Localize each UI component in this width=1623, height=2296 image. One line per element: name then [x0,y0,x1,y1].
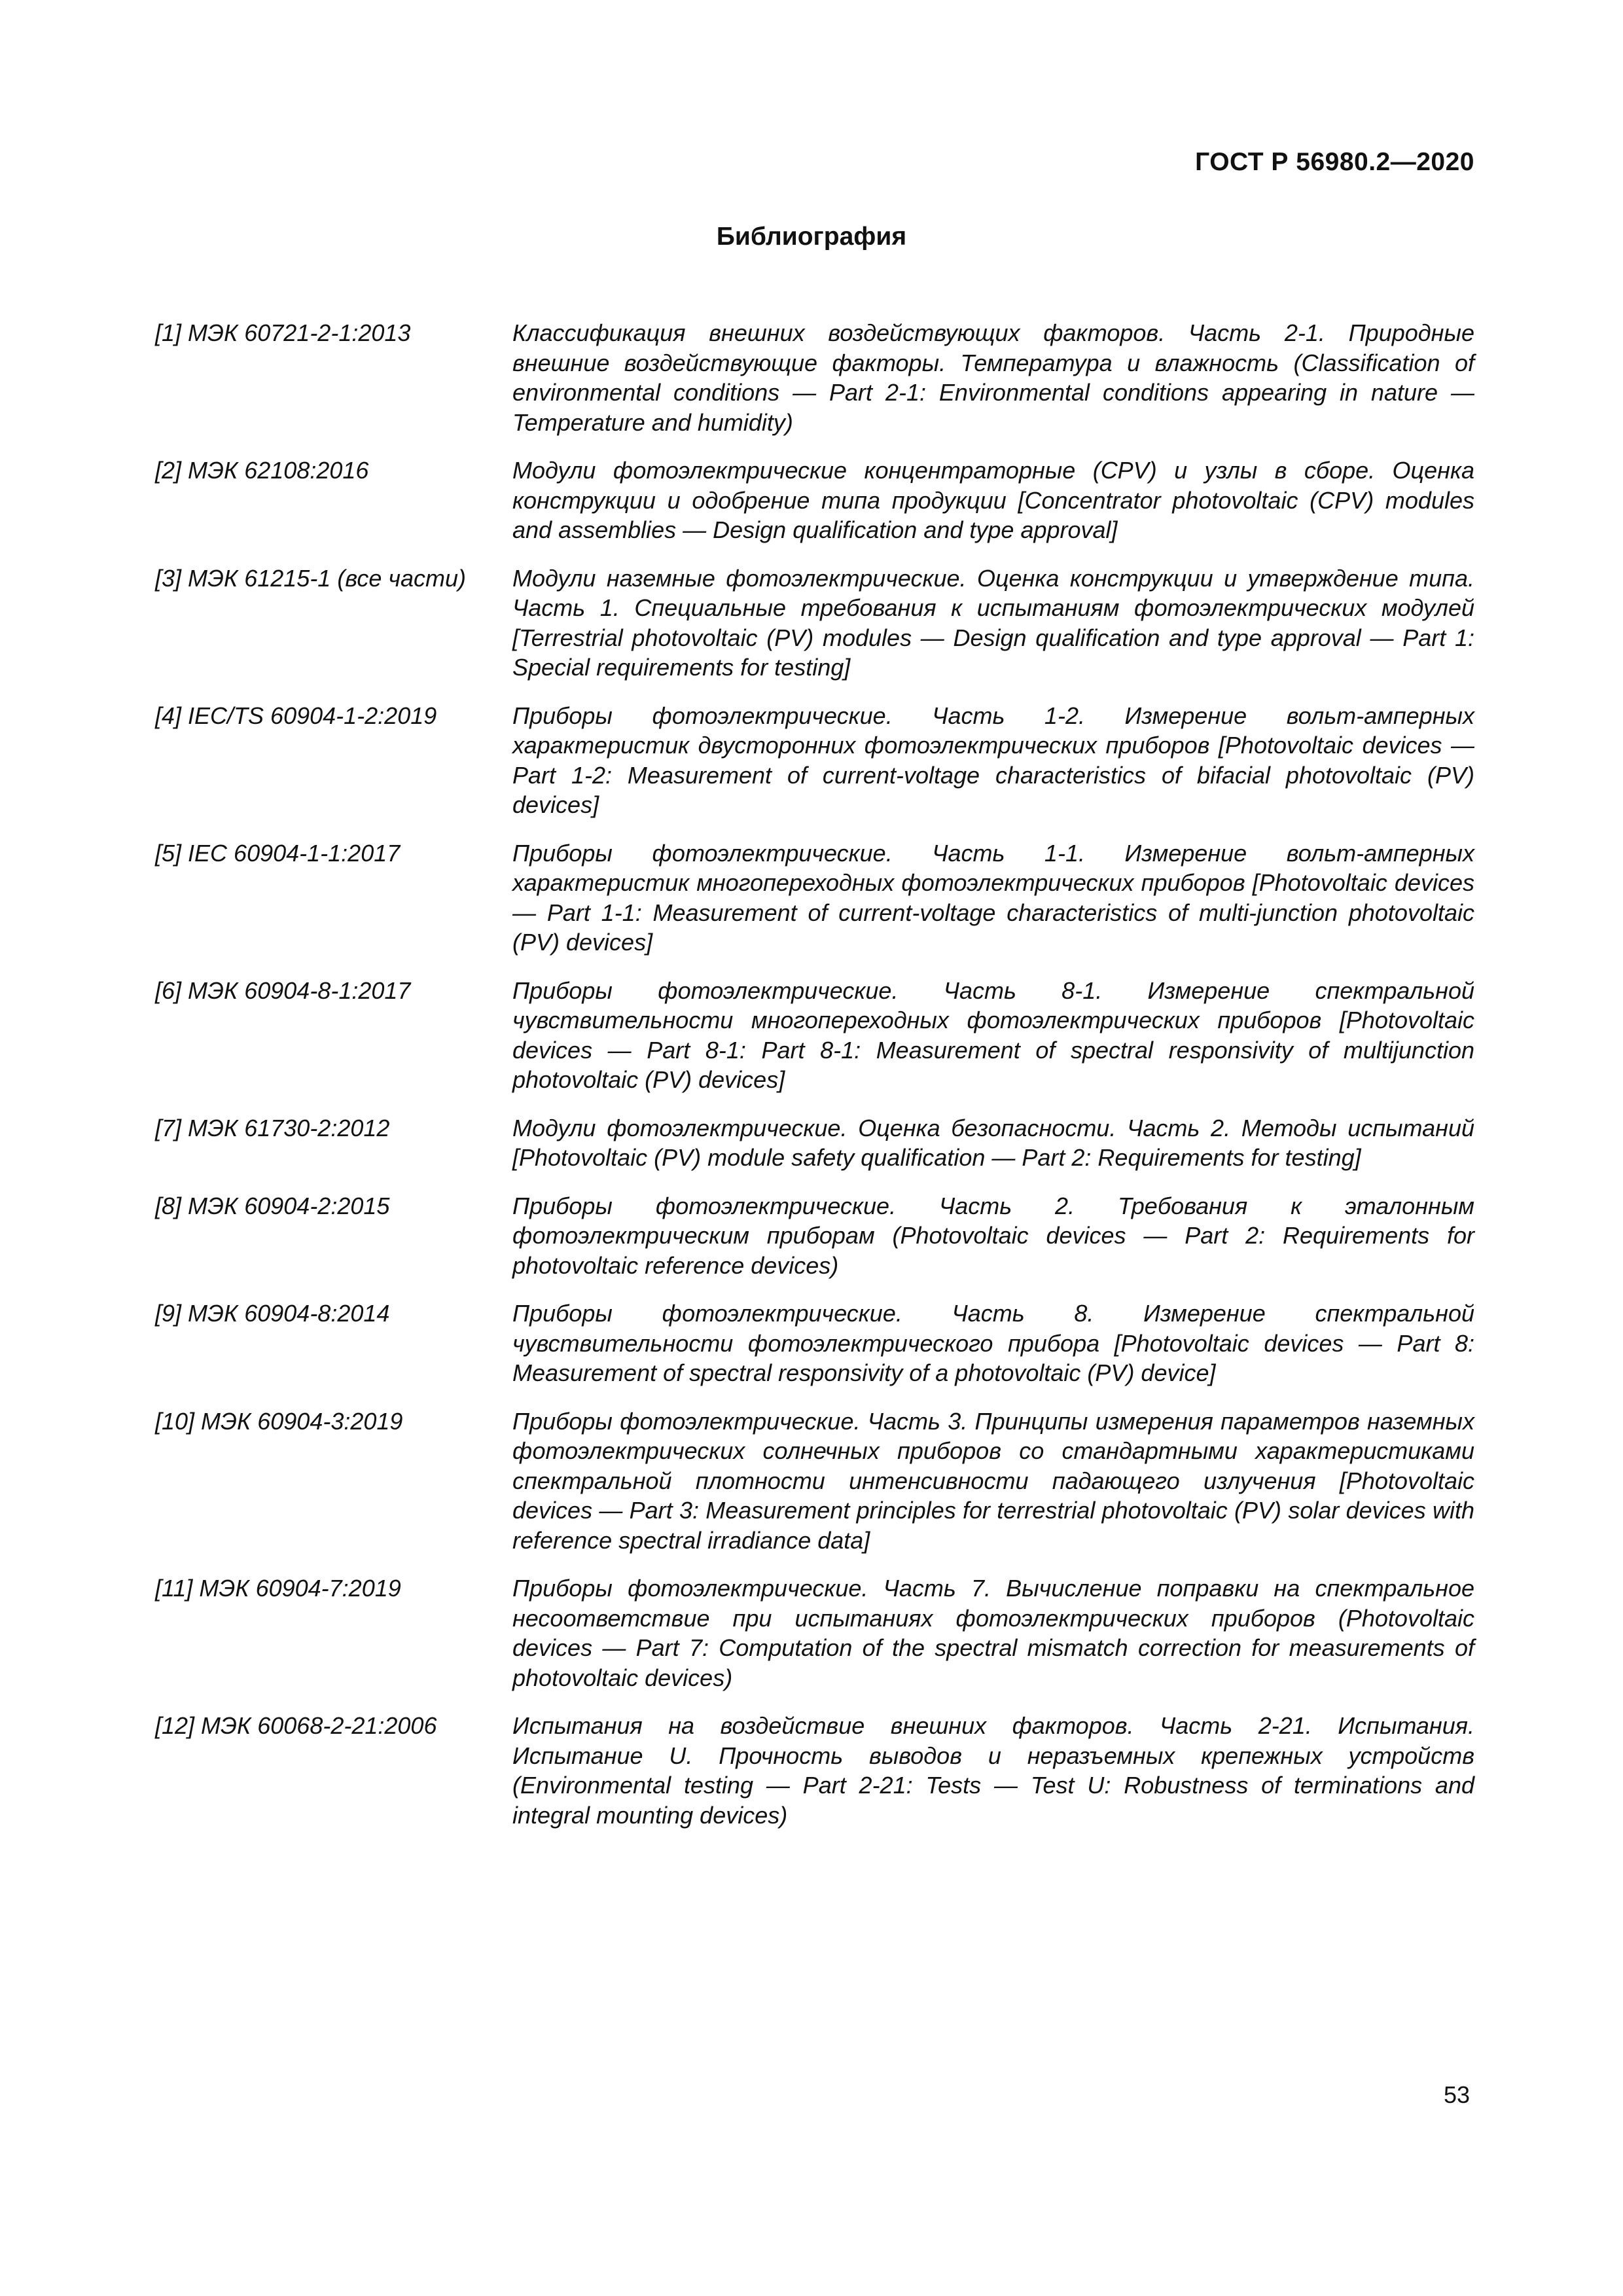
reference-description: Приборы фотоэлектрические. Часть 3. Принципы измерения параметров наземных фотоэлектрических солнечных приборов со стандартными характеристиками спектральной плотности интенсивности падающего излучения [Photovoltaic devices — Part 3: Measurement principles for terrestrial photovoltaic (PV) solar devices with reference spectral irradiance data] [512,1407,1474,1554]
reference-id: [5] IEC 60904-1-1:2017 [155,839,401,867]
reference-description: Приборы фотоэлектрические. Часть 1-1. Измерение вольт-амперных характеристик многопереходных фотоэлектрических приборов [Photovoltaic devices — Part 1-1: Measurement of current-voltage characteristics of multi-junction photovoltaic (PV) devices] [512,839,1474,956]
reference-id: [2] МЭК 62108:2016 [155,457,369,484]
bibliography-entry [155,1113,1474,1173]
reference-description: Приборы фотоэлектрические. Часть 8. Измерение спектральной чувствительности фотоэлектрического прибора [Photovoltaic devices — Part 8: Measurement of spectral responsivity of a photovoltaic (PV) device] [512,1300,1474,1386]
reference-description: Приборы фотоэлектрические. Часть 7. Вычисление поправки на спектральное несоответствие при испытаниях фотоэлектрических приборов (Photovoltaic devices — Part 7: Computation of the spectral mismatch correction for measurements of photovoltaic devices) [512,1575,1474,1691]
section-title: Библиография [716,223,907,251]
reference-id: [4] IEC/TS 60904-1-2:2019 [155,702,437,729]
reference-id: [8] МЭК 60904-2:2015 [155,1192,390,1219]
bibliography-entry [155,456,1474,545]
bibliography-entry [155,1711,1474,1830]
reference-description: Классификация внешних воздействующих факторов. Часть 2-1. Природные внешние воздействующие факторы. Температура и влажность (Classification of environmental conditions — Part 2-1: Environmental conditions appearing in nature — Temperature and humidity) [512,319,1474,436]
bibliography-entry [155,1407,1474,1556]
reference-id: [7] МЭК 61730-2:2012 [155,1114,390,1141]
reference-description: Модули фотоэлектрические концентраторные (CPV) и узлы в сборе. Оценка конструкции и одобрение типа продукции [Concentrator photovoltaic (CPV) modules and assemblies — Design qualification and type approval] [512,457,1474,543]
bibliography-list [155,318,1474,1848]
reference-description: Модули наземные фотоэлектрические. Оценка конструкции и утверждение типа. Часть 1. Специальные требования к испытаниям фотоэлектрических модулей [Terrestrial photovoltaic (PV) modules — Design qualification and type approval — Part 1: Special requirements for testing] [512,564,1474,681]
reference-description: Приборы фотоэлектрические. Часть 8-1. Измерение спектральной чувствительности многопереходных фотоэлектрических приборов [Photovoltaic devices — Part 8-1: Part 8-1: Measurement of spectral responsivity of multijunction photovoltaic (PV) devices] [512,977,1474,1093]
bibliography-entry [155,318,1474,437]
reference-id: [1] МЭК 60721-2-1:2013 [155,319,411,346]
reference-description: Испытания на воздействие внешних факторов. Часть 2-21. Испытания. Испытание U. Прочность выводов и неразъемных крепежных устройств (Environmental testing — Part 2-21: Tests — Test U: Robustness of terminations and integral mounting devices) [512,1712,1474,1829]
page-number: 53 [1443,2081,1470,2108]
reference-description: Модули фотоэлектрические. Оценка безопасности. Часть 2. Методы испытаний [Photovoltaic (PV) module safety qualification — Part 2: Requirements for testing] [512,1114,1474,1171]
reference-description: Приборы фотоэлектрические. Часть 2. Требования к эталонным фотоэлектрическим приборам (Photovoltaic devices — Part 2: Requirements for photovoltaic reference devices) [512,1192,1474,1279]
bibliography-entry [155,1573,1474,1693]
reference-id: [12] МЭК 60068-2-21:2006 [155,1712,437,1739]
reference-description: Приборы фотоэлектрические. Часть 1-2. Измерение вольт-амперных характеристик двусторонних фотоэлектрических приборов [Photovoltaic devices — Part 1-2: Measurement of current-voltage characteristics of bifacial photovoltaic (PV) devices] [512,702,1474,818]
bibliography-entry [155,1299,1474,1388]
bibliography-entry [155,976,1474,1095]
reference-id: [6] МЭК 60904-8-1:2017 [155,977,411,1004]
reference-id: [11] МЭК 60904-7:2019 [155,1575,401,1602]
reference-id: [10] МЭК 60904-3:2019 [155,1407,403,1435]
bibliography-entry [155,838,1474,958]
document-code: ГОСТ Р 56980.2—2020 [1195,148,1474,176]
bibliography-entry [155,564,1474,683]
reference-id: [9] МЭК 60904-8:2014 [155,1300,390,1327]
bibliography-entry [155,701,1474,820]
bibliography-entry [155,1191,1474,1281]
reference-id: [3] МЭК 61215-1 (все части) [155,564,466,592]
